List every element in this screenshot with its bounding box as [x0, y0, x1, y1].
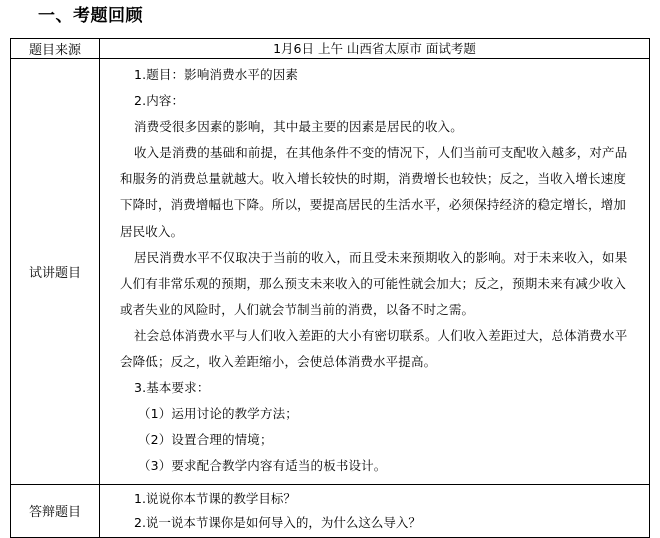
trial-requirement: （3）要求配合教学内容有适当的板书设计。	[138, 458, 387, 474]
trial-item: 2.内容：	[134, 93, 185, 109]
trial-requirement: （1）运用讨论的教学方法；	[138, 406, 298, 422]
trial-label: 试讲题目	[11, 59, 100, 485]
trial-paragraph: 居民消费水平不仅取决于当前的收入，而且受未来预期收入的影响。对于未来收入，如果人们有非常乐观的预期，那么预支未来收入的可能性就会加大；反之，预期未来有减少收入或者失业的风险时，人们就会节制当前的消费，以备不时之需。	[120, 249, 628, 317]
qa-question: 2.说一说本节课你是如何导入的，为什么这么导入？	[134, 514, 421, 530]
trial-paragraph: 收入是消费的基础和前提，在其他条件不变的情况下，人们当前可支配收入越多，对产品和服务的消费总量就越大。收入增长较快的时期，消费增长也较快；反之，当收入增长速度下降时，消费增幅也下降。所以，要提高居民的生活水平，必须保持经济的稳定增长，增加居民收入。	[120, 145, 628, 239]
exam-table	[10, 38, 650, 538]
qa-body	[100, 485, 649, 537]
trial-item: 1.题目：影响消费水平的因素	[134, 67, 299, 82]
qa-content	[100, 484, 650, 537]
qa-question: 1.说说你本节课的教学目标？	[134, 490, 296, 506]
trial-item: 3.基本要求：	[134, 380, 210, 396]
trial-paragraph: 社会总体消费水平与人们收入差距的大小有密切联系。人们收入差距过大，总体消费水平会降低；反之，收入差距缩小，会使总体消费水平提高。	[120, 327, 628, 370]
qa-label: 答辩题目	[11, 484, 100, 537]
trial-requirement: （2）设置合理的情境；	[138, 432, 273, 448]
trial-paragraph: 消费受很多因素的影响，其中最主要的因素是居民的收入。	[134, 119, 463, 135]
trial-body	[100, 59, 649, 484]
source-value: 1月6日 上午 山西省太原市 面试考题	[100, 39, 650, 59]
trial-row	[11, 59, 650, 485]
section-heading: 一、考题回顾	[38, 6, 143, 26]
source-label: 题目来源	[11, 39, 100, 59]
qa-row	[11, 484, 650, 537]
trial-content	[100, 59, 650, 485]
source-row	[11, 39, 650, 59]
